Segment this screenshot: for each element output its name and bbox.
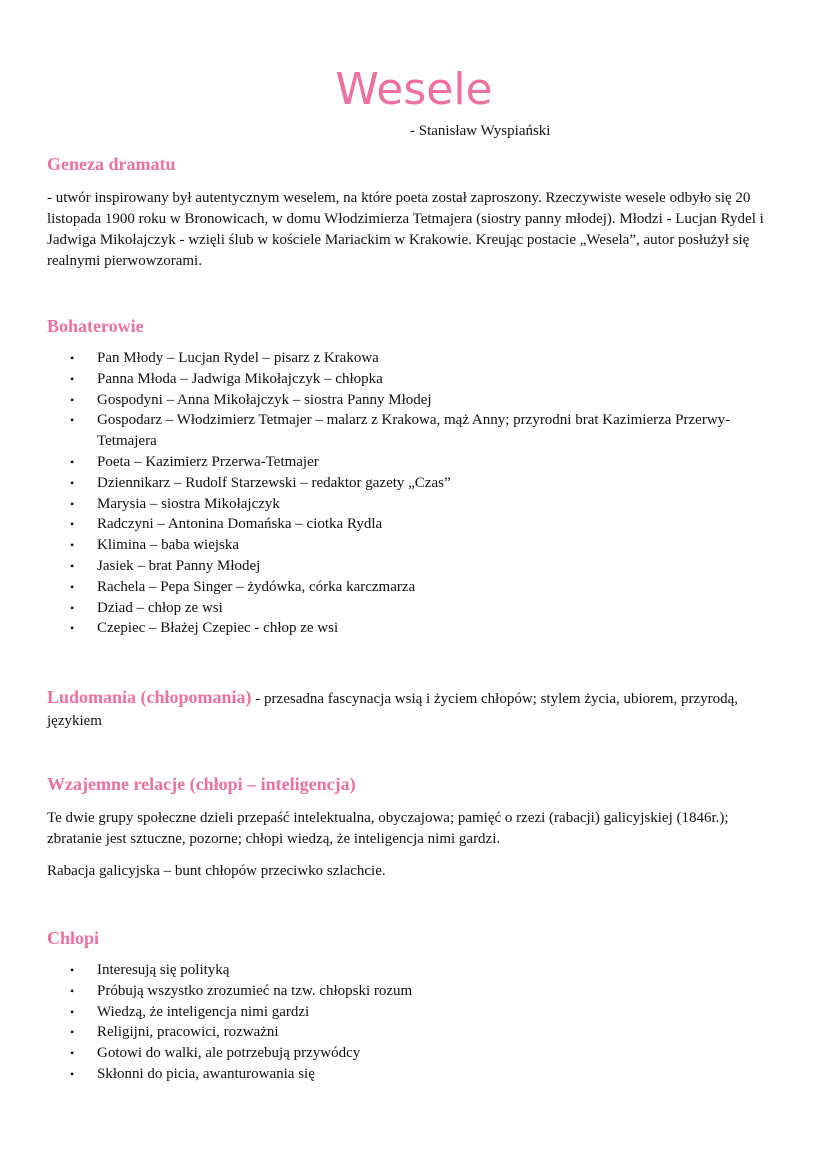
list-item — [70, 960, 770, 981]
list-item — [70, 410, 770, 452]
list-item-text: Radczyni – Antonina Domańska – ciotka Rydla — [97, 516, 383, 533]
ludomania-text: - przesadna fascynacja wsią i życiem chłopów; stylem życia, ubiorem, przyrodą, językiem — [47, 691, 739, 729]
list-item-text: Czepiec – Błażej Czepiec - chłop ze wsi — [97, 620, 339, 637]
list-item — [70, 598, 770, 619]
bullet-icon: • — [70, 413, 75, 428]
list-item — [70, 535, 770, 556]
list-item — [70, 514, 770, 535]
chlopi-list — [70, 960, 770, 1085]
list-item-text: Skłonni do picia, awanturowania się — [97, 1065, 315, 1082]
bullet-icon: • — [70, 538, 75, 553]
list-item-text: Poeta – Kazimierz Przerwa-Tetmajer — [97, 453, 319, 470]
bullet-icon: • — [70, 475, 75, 490]
geneza-text: - utwór inspirowany był autentycznym weselem, na które poeta został zaproszony. Rzeczywiste wesele odbyło się 20 listopada 1900 roku w Bronowicach, w domu Włodzimierza Tetmajera (siostry panny młodej). Młodzi - Lucjan Rydel i Jadwiga Mikołajczyk - wzięli ślub w kościele Mariackim w Krakowie. Kreując postacie „Wesela”, autor posłużył się realnymi pierwowzorami. — [47, 190, 764, 269]
list-item-text: Religijni, pracowici, rozważni — [97, 1024, 279, 1041]
bullet-icon: • — [70, 558, 75, 573]
list-item-text: Marysia – siostra Mikołajczyk — [97, 495, 280, 512]
heading-geneza: Geneza dramatu — [47, 154, 176, 174]
list-item — [70, 348, 770, 369]
bohaterowie-list — [70, 348, 770, 639]
bullet-icon: • — [70, 392, 75, 407]
bullet-icon: • — [70, 351, 75, 365]
bullet-icon: • — [70, 1066, 75, 1081]
bullet-icon: • — [70, 983, 75, 998]
list-item-text: Gospodarz – Włodzimierz Tetmajer – malarz z Krakowa, mąż Anny; przyrodni brat Kazimierza Przerwy-Tetmajera — [97, 412, 731, 450]
bullet-icon: • — [70, 579, 75, 594]
bullet-icon: • — [70, 454, 75, 469]
list-item-text: Rachela – Pepa Singer – żydówka, córka karczmarza — [97, 578, 416, 595]
list-item-text: Gospodyni – Anna Mikołajczyk – siostra Panny Młodej — [97, 391, 432, 408]
bullet-icon: • — [70, 1004, 75, 1019]
list-item — [70, 473, 770, 494]
bullet-icon: • — [70, 1046, 75, 1061]
list-item-text: Pan Młody – Lucjan Rydel – pisarz z Krakowa — [97, 350, 379, 366]
rabacja-text: Rabacja galicyjska – bunt chłopów przeciwko szlachcie. — [47, 863, 386, 879]
list-item — [70, 981, 770, 1002]
bullet-icon: • — [70, 1025, 75, 1040]
list-item — [70, 618, 770, 639]
author-line: - Stanisław Wyspiański — [410, 123, 551, 139]
list-item-text: Wiedzą, że inteligencja nimi gardzi — [97, 1003, 310, 1020]
list-item-text: Dziad – chłop ze wsi — [97, 599, 223, 616]
bullet-icon: • — [70, 621, 75, 636]
list-item — [70, 494, 770, 515]
list-item — [70, 452, 770, 473]
list-item-text: Panna Młoda – Jadwiga Mikołajczyk – chłopka — [97, 370, 383, 387]
bullet-icon: • — [70, 496, 75, 511]
bullet-icon: • — [70, 600, 75, 615]
list-item-text: Próbują wszystko zrozumieć na tzw. chłopski rozum — [97, 982, 413, 999]
list-item — [70, 577, 770, 598]
list-item — [70, 1043, 770, 1064]
bullet-icon: • — [70, 517, 75, 532]
list-item-text: Jasiek – brat Panny Młodej — [97, 557, 261, 574]
heading-chlopi: Chłopi — [47, 928, 100, 948]
ludomania-paragraph — [47, 686, 787, 732]
list-item-text: Interesują się polityką — [97, 962, 230, 978]
list-item — [70, 1022, 770, 1043]
list-item-text: Dziennikarz – Rudolf Starzewski – redaktor gazety „Czas” — [97, 474, 451, 491]
page-title: Wesele — [335, 64, 493, 115]
heading-relacje: Wzajemne relacje (chłopi – inteligencja) — [47, 774, 356, 794]
heading-ludomania: Ludomania (chłopomania) — [47, 687, 252, 707]
list-item-text: Klimina – baba wiejska — [97, 537, 240, 554]
list-item — [70, 390, 770, 411]
list-item — [70, 1002, 770, 1023]
list-item — [70, 369, 770, 390]
bullet-icon: • — [70, 963, 75, 977]
list-item — [70, 1064, 770, 1085]
relacje-text: Te dwie grupy społeczne dzieli przepaść intelektualna, obyczajowa; pamięć o rzezi (rabacji) galicyjskiej (1846r.); zbratanie jest sztuczne, pozorne; chłopi wiedzą, że inteligencja nimi gardzi. — [47, 810, 729, 847]
bullet-icon: • — [70, 371, 75, 386]
heading-bohaterowie: Bohaterowie — [47, 316, 144, 336]
list-item-text: Gotowi do walki, ale potrzebują przywódcy — [97, 1045, 361, 1062]
list-item — [70, 556, 770, 577]
